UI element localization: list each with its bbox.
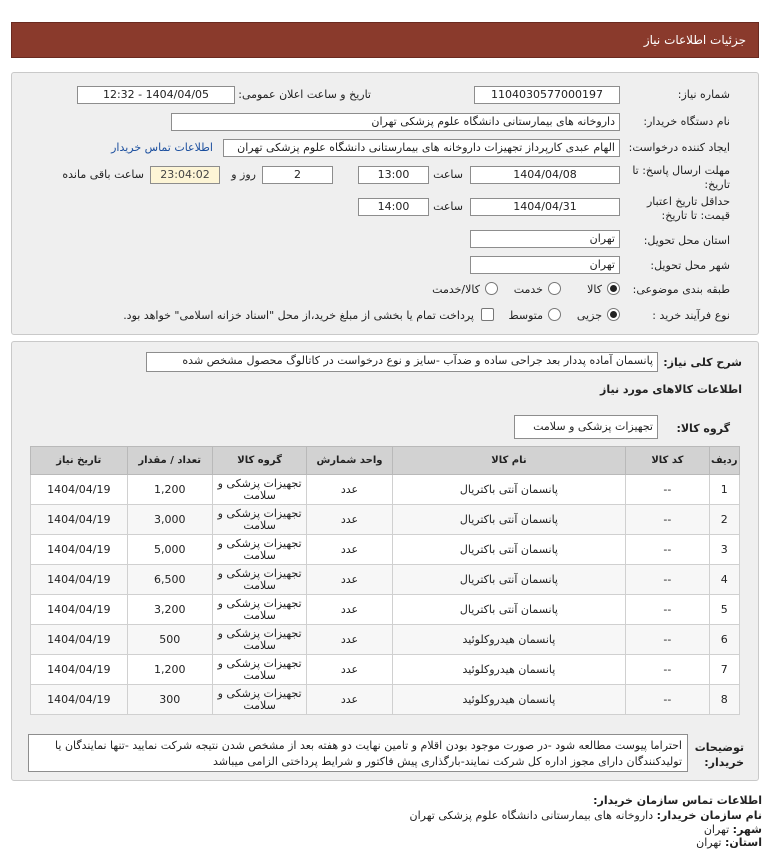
contact-province-value: تهران (696, 836, 722, 849)
category-option-service: خدمت (513, 283, 543, 296)
need-number-field[interactable]: 1104030577000197 (474, 86, 620, 104)
cell-code: -- (626, 535, 709, 565)
col-row: ردیف (709, 447, 739, 475)
announce-datetime-field[interactable]: 1404/04/05 - 12:32 (77, 86, 235, 104)
cell-unit: عدد (307, 595, 392, 625)
province-label: استان محل تحویل: (643, 234, 730, 247)
buyer-label: نام دستگاه خریدار: (643, 115, 730, 128)
category-radio-service[interactable] (548, 282, 561, 295)
cell-group: تجهیزات پزشکی و سلامت (212, 535, 306, 565)
goods-group-label: گروه کالا: (676, 422, 730, 435)
contact-city-label: شهر: (732, 823, 762, 836)
cell-group: تجهیزات پزشکی و سلامت (212, 655, 306, 685)
cell-unit: عدد (307, 565, 392, 595)
cell-code: -- (626, 625, 709, 655)
cell-unit: عدد (307, 475, 392, 505)
deadline-time-label: ساعت (433, 168, 463, 181)
creator-label: ایجاد کننده درخواست: (628, 141, 730, 154)
cell-quantity: 5,000 (127, 535, 212, 565)
cell-quantity: 1,200 (127, 475, 212, 505)
process-option-minor: جزیی (576, 309, 602, 322)
cell-name: پانسمان هیدروکلوئید (392, 625, 626, 655)
cell-group: تجهیزات پزشکی و سلامت (212, 625, 306, 655)
contact-province-label: استان: (725, 836, 762, 849)
col-name: نام کالا (392, 447, 626, 475)
validity-date-field[interactable]: 1404/04/31 (470, 198, 620, 216)
cell-row: 3 (709, 535, 739, 565)
cell-name: پانسمان آنتی باکتریال (392, 595, 626, 625)
need-details-panel (11, 341, 759, 781)
goods-table (30, 446, 740, 715)
cell-code: -- (626, 565, 709, 595)
summary-field: پانسمان آماده پددار بعد جراحی ساده و ضدآب -سایز و نوع درخواست در کاتالوگ محصول مشخص شده (146, 352, 658, 372)
goods-table-header (31, 447, 740, 475)
announce-label: تاریخ و ساعت اعلان عمومی: (238, 88, 371, 101)
cell-name: پانسمان آنتی باکتریال (392, 475, 626, 505)
cell-date: 1404/04/19 (31, 475, 128, 505)
cell-unit: عدد (307, 505, 392, 535)
cell-name: پانسمان هیدروکلوئید (392, 655, 626, 685)
cell-quantity: 500 (127, 625, 212, 655)
contact-province (696, 836, 762, 849)
table-row (31, 595, 740, 625)
col-quantity: تعداد / مقدار (127, 447, 212, 475)
cell-name: پانسمان آنتی باکتریال (392, 535, 626, 565)
cell-group: تجهیزات پزشکی و سلامت (212, 565, 306, 595)
cell-unit: عدد (307, 625, 392, 655)
cell-date: 1404/04/19 (31, 625, 128, 655)
cell-group: تجهیزات پزشکی و سلامت (212, 595, 306, 625)
remaining-label: ساعت باقی مانده (62, 168, 144, 181)
col-code: کد کالا (626, 447, 709, 475)
cell-unit: عدد (307, 535, 392, 565)
cell-name: پانسمان هیدروکلوئید (392, 685, 626, 715)
deadline-label: مهلت ارسال پاسخ: تا تاریخ: (632, 164, 730, 191)
buyer-contact-link[interactable]: اطلاعات تماس خریدار (111, 141, 213, 154)
category-radio-goods-service[interactable] (485, 282, 498, 295)
col-group: گروه کالا (212, 447, 306, 475)
cell-group: تجهیزات پزشکی و سلامت (212, 685, 306, 715)
cell-date: 1404/04/19 (31, 685, 128, 715)
contact-org-label: نام سازمان خریدار: (656, 809, 762, 822)
page-header (11, 22, 759, 58)
validity-time-label: ساعت (433, 200, 463, 213)
contact-org-value: داروخانه های بیمارستانی دانشگاه علوم پزشکی تهران (409, 809, 654, 822)
table-row (31, 475, 740, 505)
table-row (31, 625, 740, 655)
cell-unit: عدد (307, 655, 392, 685)
category-option-goods: کالا (587, 283, 602, 296)
contact-title: اطلاعات تماس سازمان خریدار: (593, 794, 762, 807)
remaining-time-field: 23:04:02 (150, 166, 220, 184)
table-row (31, 655, 740, 685)
days-field[interactable]: 2 (262, 166, 333, 184)
table-row (31, 565, 740, 595)
creator-field[interactable]: الهام عبدی کارپرداز تجهیزات داروخانه های بیمارستانی دانشگاه علوم پزشکی تهران (223, 139, 620, 157)
category-label: طبقه بندی موضوعی: (632, 283, 730, 296)
cell-row: 6 (709, 625, 739, 655)
buyer-notes-label: توضیحات خریدار: (694, 741, 744, 769)
city-label: شهر محل تحویل: (650, 259, 730, 272)
cell-unit: عدد (307, 685, 392, 715)
cell-row: 4 (709, 565, 739, 595)
cell-quantity: 3,200 (127, 595, 212, 625)
need-info-panel (11, 72, 759, 335)
cell-quantity: 6,500 (127, 565, 212, 595)
cell-code: -- (626, 655, 709, 685)
table-row (31, 505, 740, 535)
process-option-medium: متوسط (508, 309, 543, 322)
treasury-payment-note: پرداخت تمام یا بخشی از مبلغ خرید،از محل "اسناد خزانه اسلامی" خواهد بود. (123, 309, 474, 322)
table-row (31, 535, 740, 565)
col-unit: واحد شمارش (307, 447, 392, 475)
cell-code: -- (626, 685, 709, 715)
validity-label: حداقل تاریخ اعتبار قیمت: تا تاریخ: (646, 195, 730, 222)
cell-group: تجهیزات پزشکی و سلامت (212, 505, 306, 535)
goods-info-title: اطلاعات کالاهای مورد نیاز (600, 383, 742, 396)
table-row (31, 685, 740, 715)
cell-date: 1404/04/19 (31, 565, 128, 595)
cell-quantity: 1,200 (127, 655, 212, 685)
cell-date: 1404/04/19 (31, 655, 128, 685)
cell-code: -- (626, 595, 709, 625)
days-label: روز و (231, 168, 256, 181)
contact-city (704, 823, 762, 836)
validity-time-field[interactable]: 14:00 (358, 198, 429, 216)
deadline-date-field[interactable]: 1404/04/08 (470, 166, 620, 184)
cell-row: 1 (709, 475, 739, 505)
cell-name: پانسمان آنتی باکتریال (392, 505, 626, 535)
cell-code: -- (626, 505, 709, 535)
process-radio-minor[interactable] (607, 308, 620, 321)
cell-row: 8 (709, 685, 739, 715)
contact-org (410, 809, 762, 822)
buyer-field[interactable]: داروخانه های بیمارستانی دانشگاه علوم پزشکی تهران (171, 113, 620, 131)
need-number-label: شماره نیاز: (677, 88, 730, 101)
cell-quantity: 3,000 (127, 505, 212, 535)
cell-quantity: 300 (127, 685, 212, 715)
cell-code: -- (626, 475, 709, 505)
category-option-goods-service: کالا/خدمت (432, 283, 480, 296)
page-title: جزئیات اطلاعات نیاز (643, 33, 746, 47)
goods-group-field: تجهیزات پزشکی و سلامت (514, 415, 658, 439)
cell-name: پانسمان آنتی باکتریال (392, 565, 626, 595)
cell-date: 1404/04/19 (31, 595, 128, 625)
process-radio-medium[interactable] (548, 308, 561, 321)
col-date: تاریخ نیاز (31, 447, 128, 475)
contact-city-value: تهران (703, 823, 730, 836)
treasury-payment-checkbox[interactable] (481, 308, 494, 321)
cell-group: تجهیزات پزشکی و سلامت (212, 475, 306, 505)
process-label: نوع فرآیند خرید : (652, 309, 730, 322)
category-radio-goods[interactable] (607, 282, 620, 295)
cell-date: 1404/04/19 (31, 535, 128, 565)
cell-date: 1404/04/19 (31, 505, 128, 535)
summary-label: شرح کلی نیاز: (663, 356, 742, 369)
province-field[interactable]: تهران (470, 230, 620, 248)
cell-row: 5 (709, 595, 739, 625)
city-field[interactable]: تهران (470, 256, 620, 274)
deadline-time-field[interactable]: 13:00 (358, 166, 429, 184)
cell-row: 2 (709, 505, 739, 535)
buyer-notes-field: احتراما پیوست مطالعه شود -در صورت موجود بودن اقلام و تامین نهایت دو هفته بعد از مشخص شدن نتیجه شرکت نمایید -تنها نمایندگان یا تولیدکنندگان دارای مجوز اداره کل شرکت نمایند-بارگذاری پیش فاکتور و شرایط پرداختی الزامی میباشد (28, 734, 688, 772)
cell-row: 7 (709, 655, 739, 685)
